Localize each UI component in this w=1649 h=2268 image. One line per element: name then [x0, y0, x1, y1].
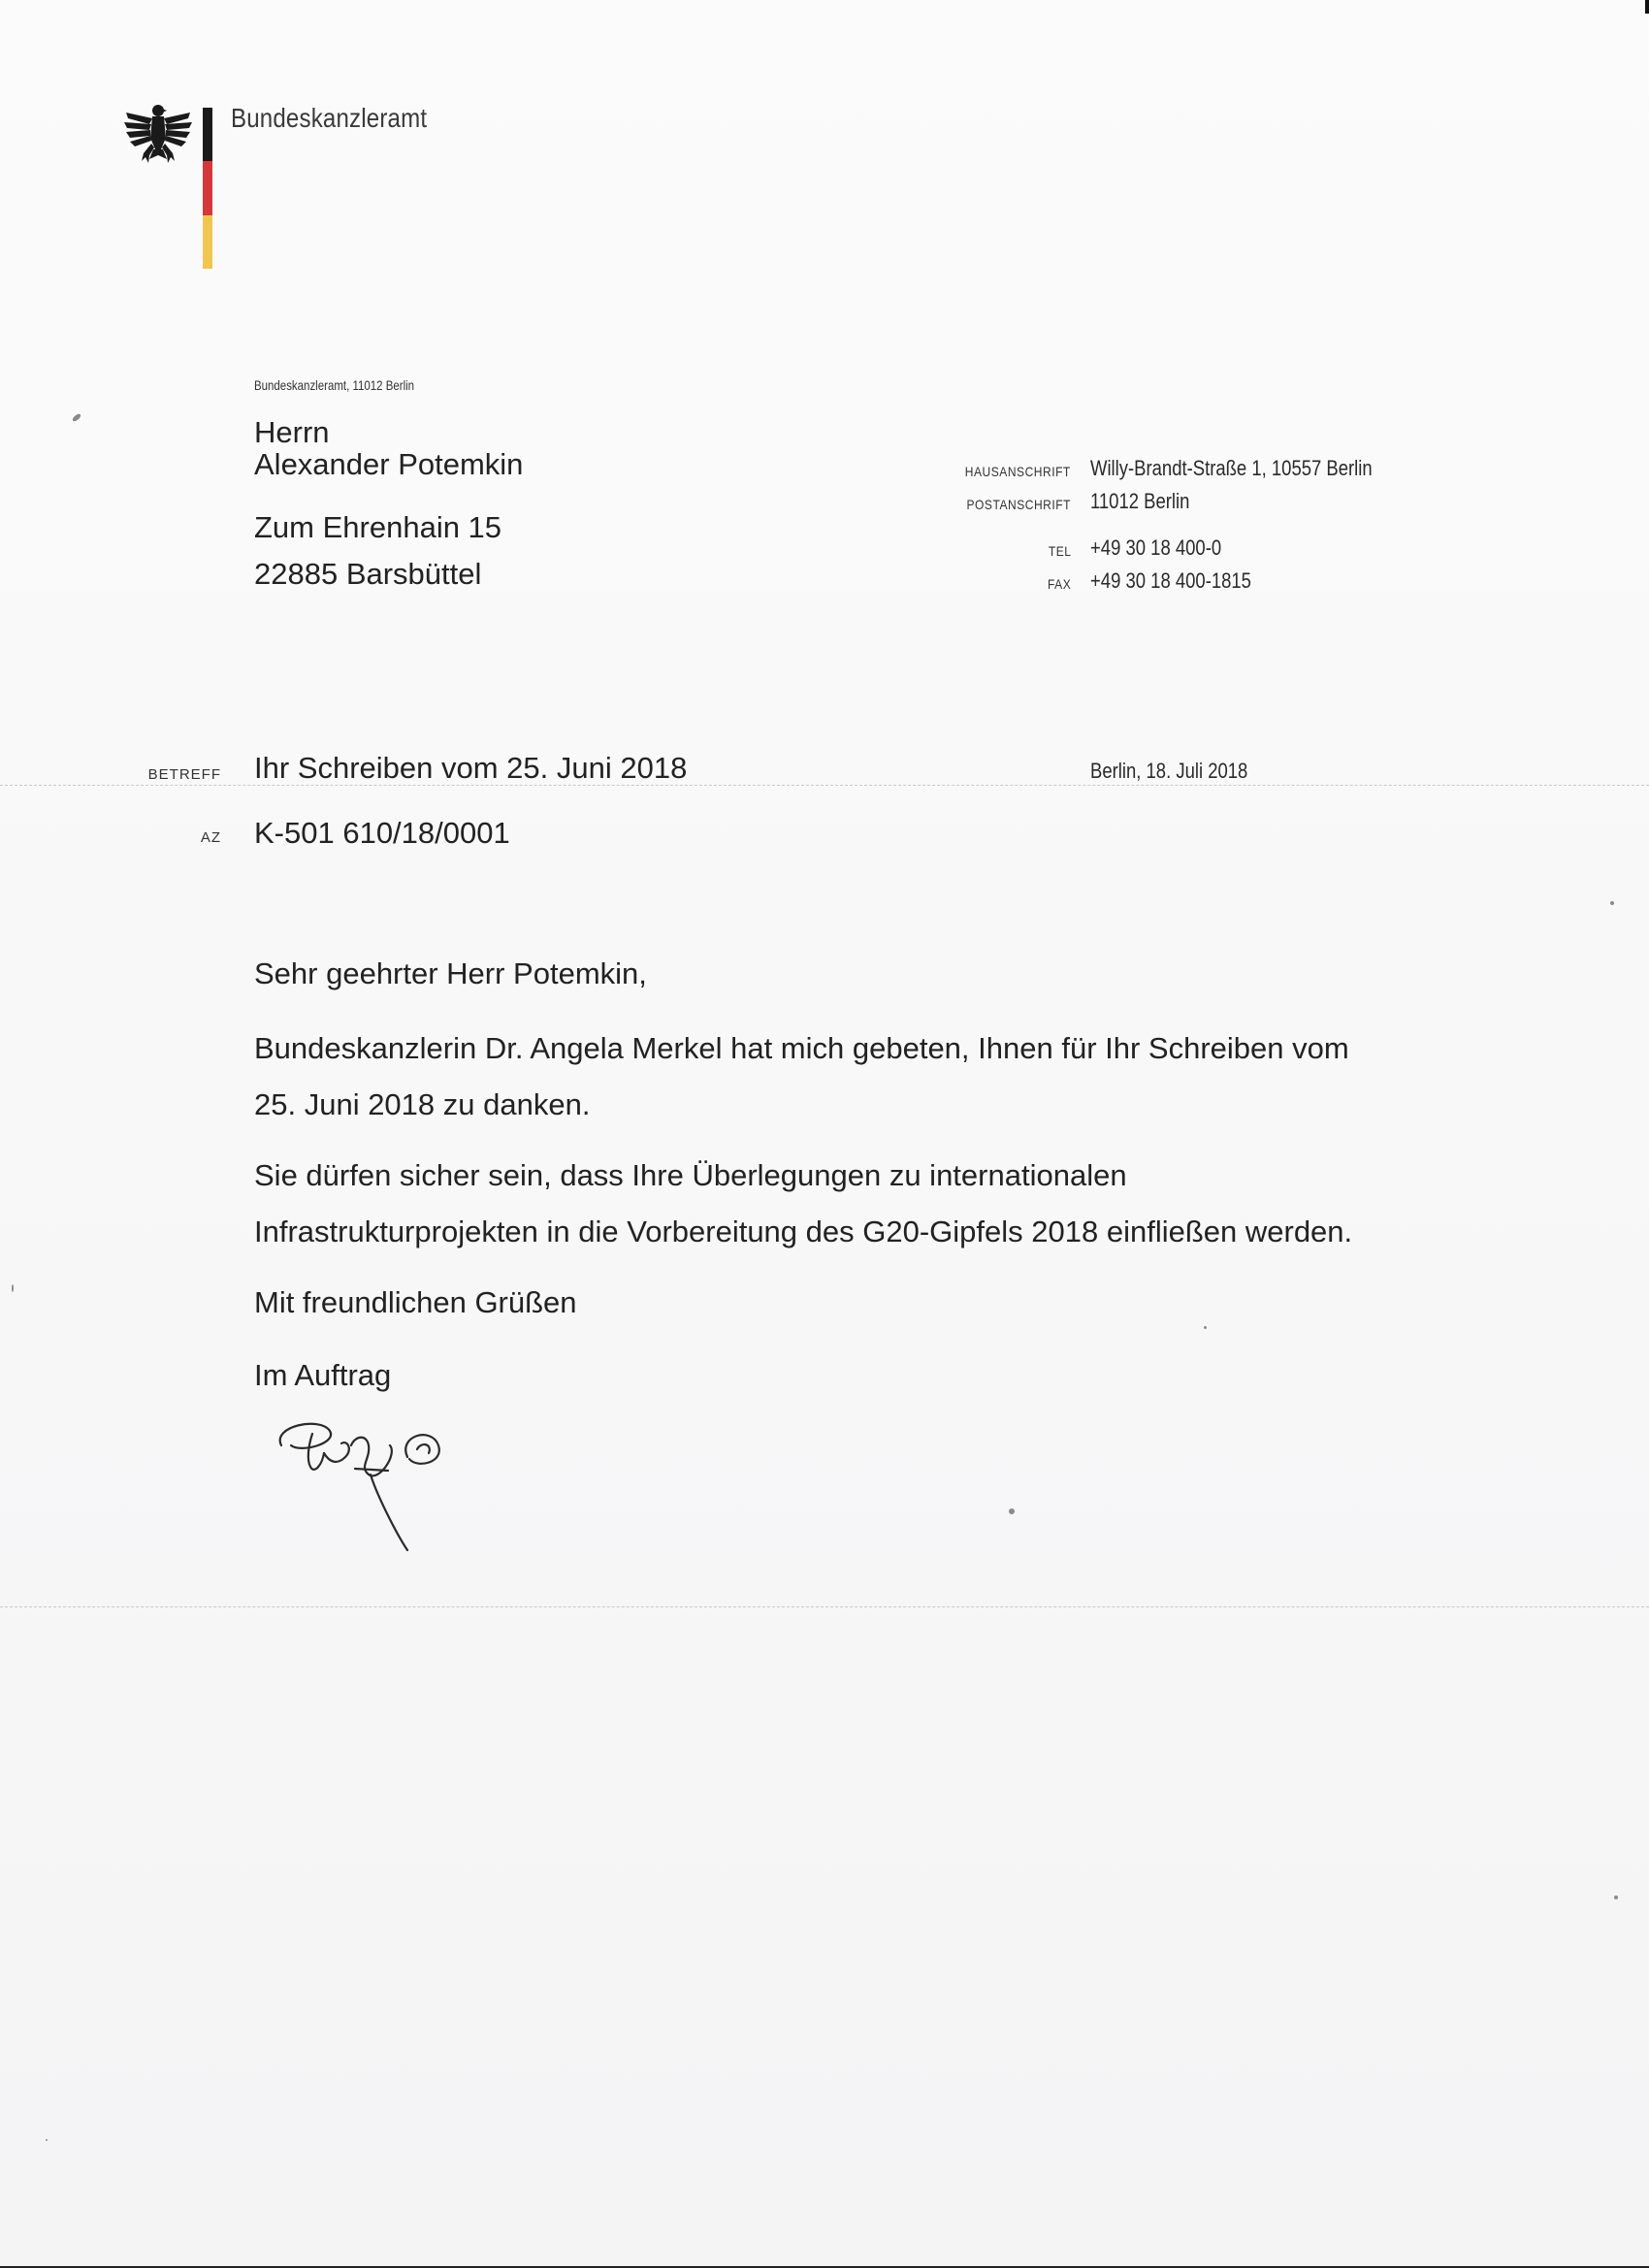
recipient-city: 22885 Barsbüttel: [254, 557, 482, 591]
scan-speck: [46, 2139, 48, 2141]
postanschrift-value: 11012 Berlin: [1090, 489, 1190, 513]
hausanschrift-value: Willy-Brandt-Straße 1, 10557 Berlin: [1090, 456, 1373, 480]
postanschrift-label: POSTANSCHRIFT: [966, 497, 1071, 512]
recipient-salutation-line: Herrn: [254, 415, 330, 449]
betreff-label: BETREFF: [147, 766, 221, 783]
az-value: K-501 610/18/0001: [254, 816, 510, 850]
federal-eagle-icon: [122, 99, 194, 169]
scan-speck: [1009, 1508, 1015, 1514]
tel-label: TEL: [1048, 543, 1071, 559]
fax-label: FAX: [1047, 576, 1071, 592]
body-salutation: Sehr geehrter Herr Potemkin,: [254, 956, 647, 990]
hausanschrift-label: HAUSANSCHRIFT: [964, 464, 1071, 479]
recipient-name: Alexander Potemkin: [254, 447, 524, 481]
letter-date: Berlin, 18. Juli 2018: [1090, 759, 1248, 783]
flag-gold-stripe: [203, 215, 212, 269]
flag-color-bar: [203, 108, 212, 269]
body-im-auftrag: Im Auftrag: [254, 1358, 392, 1392]
scan-speck: [12, 1284, 14, 1292]
sender-return-line: Bundeskanzleramt, 11012 Berlin: [254, 377, 415, 393]
scan-edge-mark: [1645, 0, 1649, 14]
scan-speck: [72, 412, 82, 422]
betreff-value: Ihr Schreiben vom 25. Juni 2018: [254, 751, 688, 785]
handwritten-signature-icon: [262, 1407, 553, 1571]
fold-line-lower: [0, 1606, 1649, 1607]
fax-value: +49 30 18 400-1815: [1090, 568, 1251, 593]
az-label: AZ: [200, 829, 221, 846]
letterhead-org-name: Bundeskanzleramt: [231, 103, 428, 133]
recipient-street: Zum Ehrenhain 15: [254, 510, 502, 544]
body-paragraph2-line1: Sie dürfen sicher sein, dass Ihre Überlegungen zu internationalen: [254, 1158, 1127, 1192]
tel-value: +49 30 18 400-0: [1090, 535, 1222, 560]
body-paragraph1-line1: Bundeskanzlerin Dr. Angela Merkel hat mich gebeten, Ihnen für Ihr Schreiben vom: [254, 1031, 1349, 1065]
body-paragraph2-line2: Infrastrukturprojekten in die Vorbereitung des G20-Gipfels 2018 einfließen werden.: [254, 1215, 1353, 1248]
scan-speck: [1614, 1895, 1618, 1899]
body-closing: Mit freundlichen Grüßen: [254, 1285, 577, 1319]
scan-speck: [1204, 1326, 1207, 1329]
fold-line-upper: [0, 785, 1649, 786]
body-paragraph1-line2: 25. Juni 2018 zu danken.: [254, 1087, 591, 1121]
flag-red-stripe: [203, 161, 212, 215]
scan-speck: [1610, 901, 1614, 905]
flag-black-stripe: [203, 108, 212, 161]
